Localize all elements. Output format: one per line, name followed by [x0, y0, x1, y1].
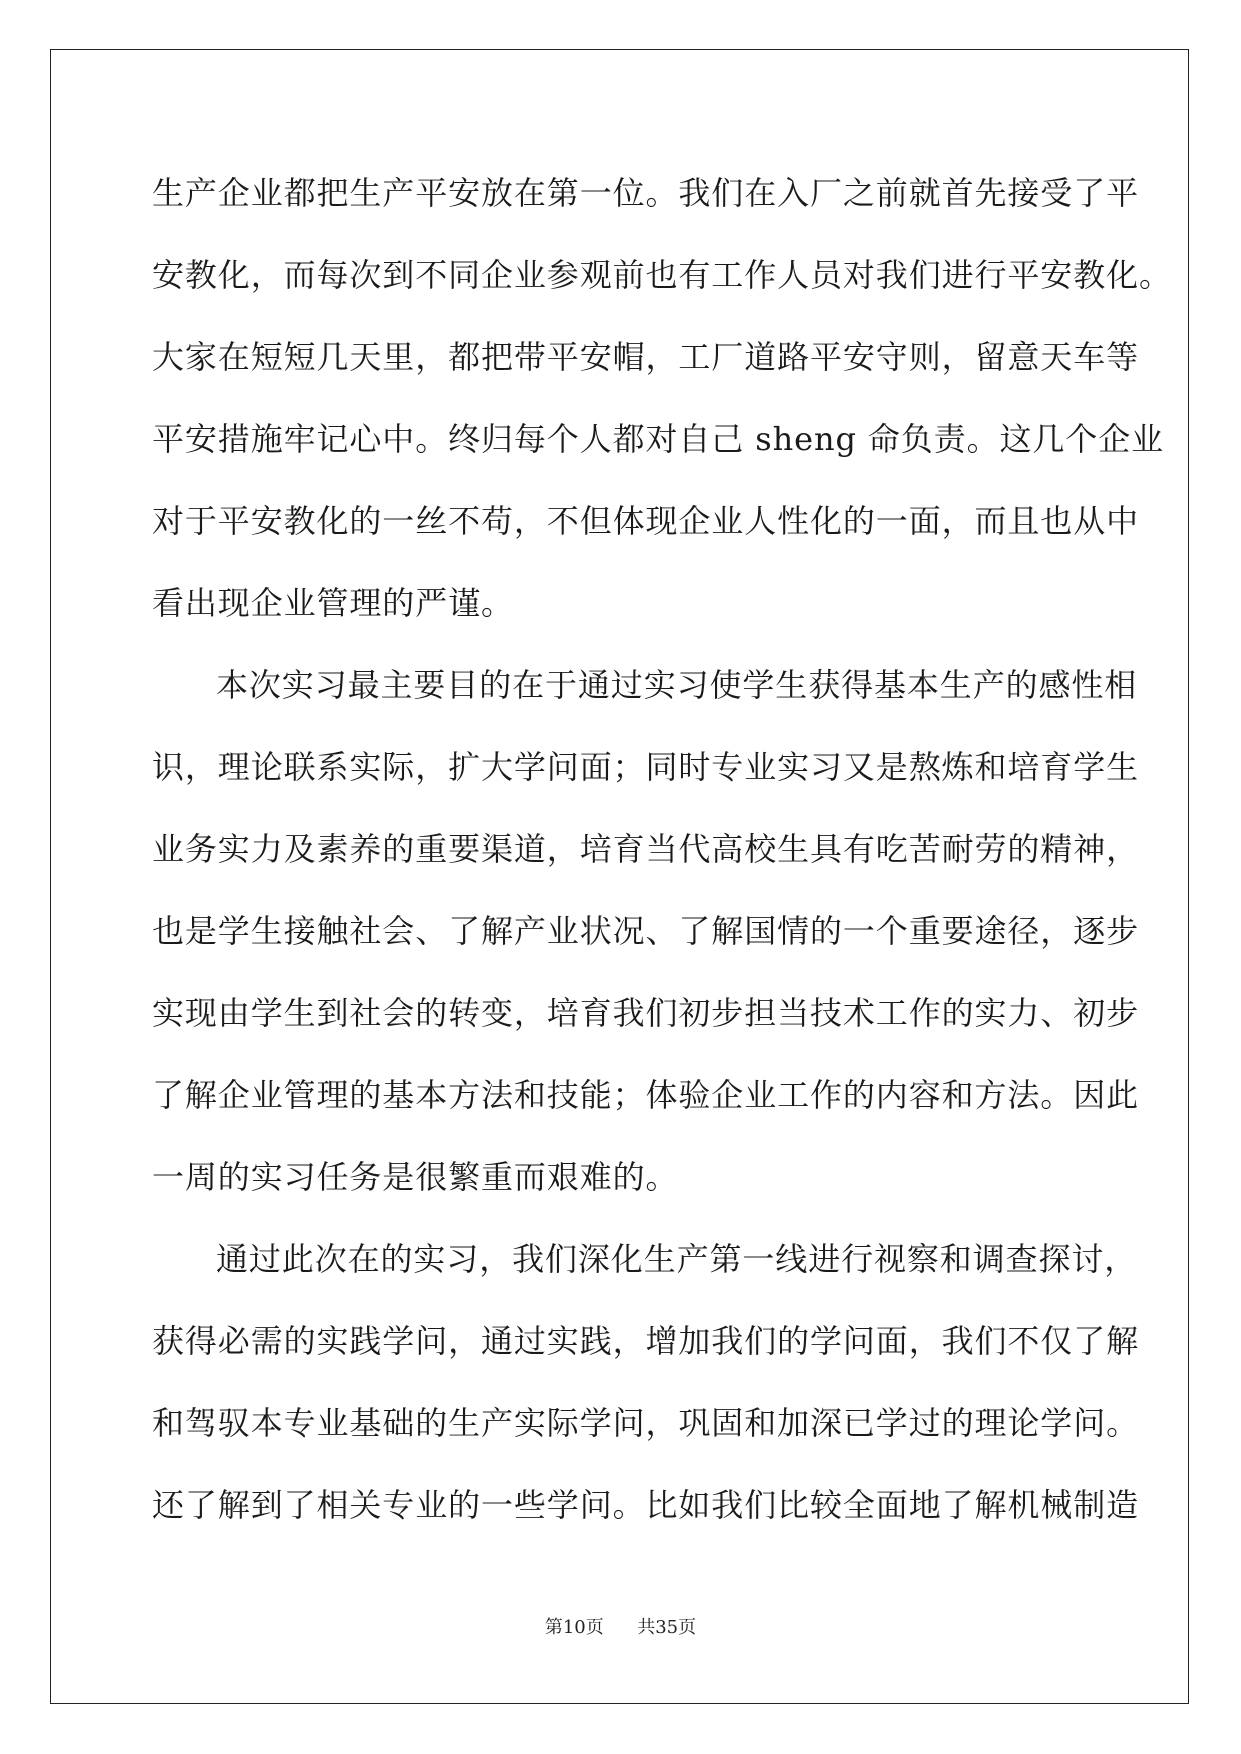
text-line: 平安措施牢记心中。终归每个人都对自己 sheng 命负责。这几个企业	[152, 420, 1165, 458]
text-line: 了解企业管理的基本方法和技能；体验企业工作的内容和方法。因此	[152, 1076, 1140, 1114]
page-footer	[0, 1613, 1241, 1639]
text-line: 生产企业都把生产平安放在第一位。我们在入厂之前就首先接受了平	[152, 174, 1140, 212]
text-line: 获得必需的实践学问，通过实践，增加我们的学问面，我们不仅了解	[152, 1322, 1140, 1360]
text-line: 还了解到了相关专业的一些学问。比如我们比较全面地了解机械制造	[152, 1486, 1140, 1524]
text-line: 大家在短短几天里，都把带平安帽，工厂道路平安守则，留意天车等	[152, 338, 1140, 376]
text-line: 一周的实习任务是很繁重而艰难的。	[152, 1158, 679, 1196]
text-line: 本次实习最主要目的在于通过实习使学生获得基本生产的感性相	[216, 666, 1138, 704]
text-line: 也是学生接触社会、了解产业状况、了解国情的一个重要途径，逐步	[152, 912, 1140, 950]
text-line: 对于平安教化的一丝不苟，不但体现企业人性化的一面，而且也从中	[152, 502, 1140, 540]
text-line: 业务实力及素养的重要渠道，培育当代高校生具有吃苦耐劳的精神，	[152, 830, 1140, 868]
page-number: 第10页	[544, 1617, 604, 1638]
text-line: 实现由学生到社会的转变，培育我们初步担当技术工作的实力、初步	[152, 994, 1140, 1032]
page-total: 共35页	[637, 1617, 697, 1638]
text-line: 通过此次在的实习，我们深化生产第一线进行视察和调查探讨，	[216, 1240, 1138, 1278]
text-line: 看出现企业管理的严谨。	[152, 584, 514, 622]
document-body	[152, 152, 1172, 1546]
text-line: 安教化，而每次到不同企业参观前也有工作人员对我们进行平安教化。	[152, 256, 1172, 294]
text-line: 和驾驭本专业基础的生产实际学问，巩固和加深已学过的理论学问。	[152, 1404, 1140, 1442]
text-line: 识，理论联系实际，扩大学问面；同时专业实习又是熬炼和培育学生	[152, 748, 1140, 786]
